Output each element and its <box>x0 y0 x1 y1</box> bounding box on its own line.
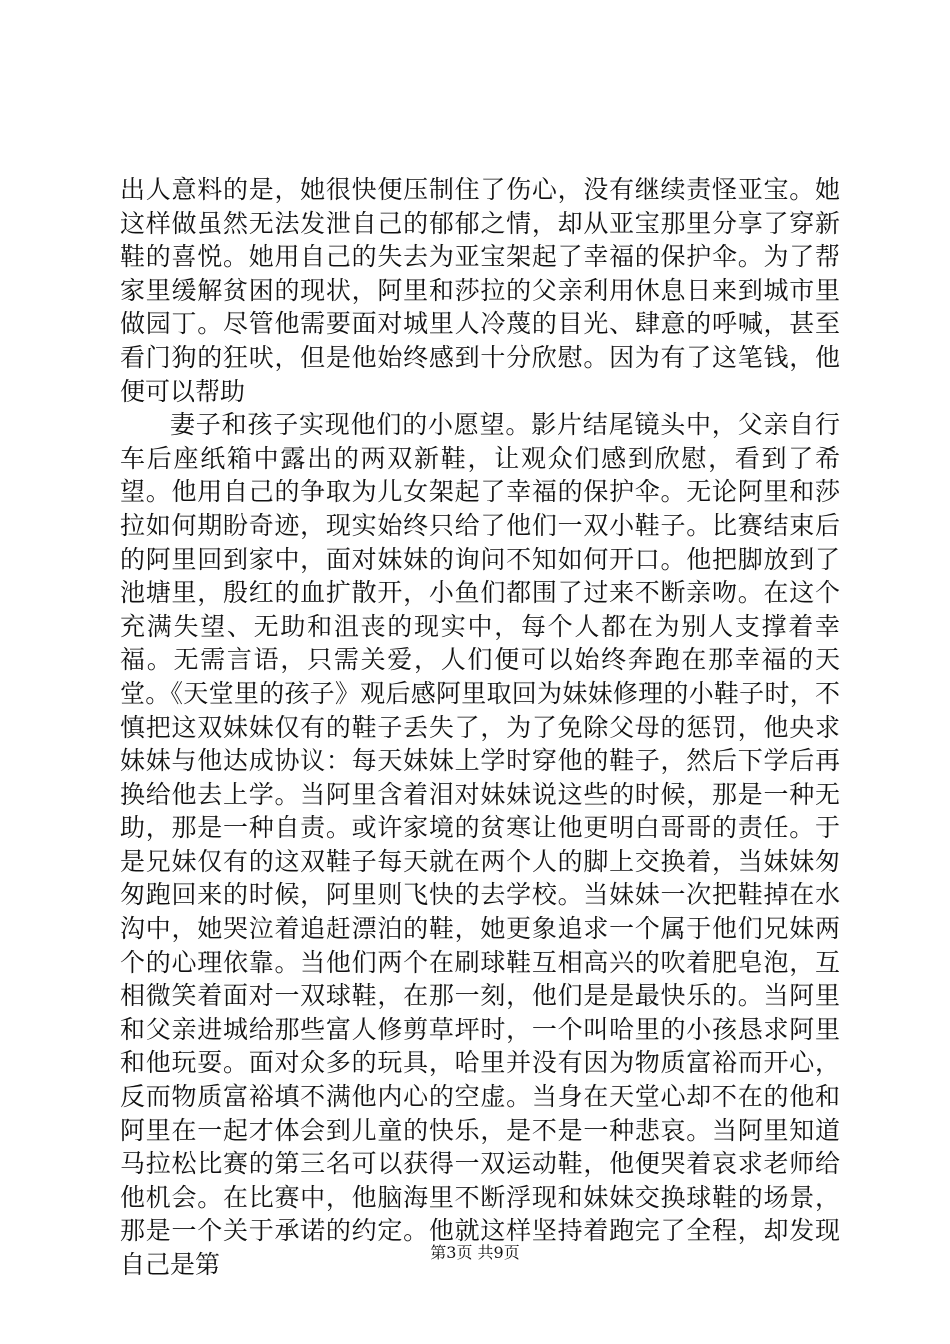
paragraph-2: 妻子和孩子实现他们的小愿望。影片结尾镜头中，父亲自行车后座纸箱中露出的两双新鞋，让观众们感到欣慰，看到了希望。他用自己的争取为儿女架起了幸福的保护伞。无论阿里和莎拉如何期盼奇迹，现实始终只给了他们一双小鞋子。比赛结束后的阿里回到家中，面对妹妹的询问不知如何开口。他把脚放到了池塘里，殷红的血扩散开，小鱼们都围了过来不断亲吻。在这个充满失望、无助和沮丧的现实中，每个人都在为别人支撑着幸福。无需言语，只需关爱，人们便可以始终奔跑在那幸福的天堂。《天堂里的孩子》观后感阿里取回为妹妹修理的小鞋子时，不慎把这双妹妹仅有的鞋子丢失了，为了免除父母的惩罚，他央求妹妹与他达成协议：每天妹妹上学时穿他的鞋子，然后下学后再换给他去上学。当阿里含着泪对妹妹说这些的时候，那是一种无助，那是一种自责。或许家境的贫寒让他更明白哥哥的责任。于是兄妹仅有的这双鞋子每天就在两个人的脚上交换着，当妹妹匆匆跑回来的时候，阿里则飞快的去学校。当妹妹一次把鞋掉在水沟中，她哭泣着追赶漂泊的鞋，她更象追求一个属于他们兄妹两个的心理依靠。当他们两个在刷球鞋互相高兴的吹着肥皂泡，互相微笑着面对一双球鞋，在那一刻，他们是是最快乐的。当阿里和父亲进城给那些富人修剪草坪时，一个叫哈里的小孩恳求阿里和他玩耍。面对众多的玩具，哈里并没有因为物质富裕而开心，反而物质富裕填不满他内心的空虚。当身在天堂心却不在的他和阿里在一起才体会到儿童的快乐，是不是一种悲哀。当阿里知道马拉松比赛的第三名可以获得一双运动鞋，他便哭着哀求老师给他机会。在比赛中，他脑海里不断浮现和妹妹交换球鞋的场景，那是一个关于承诺的约定。他就这样坚持着跑完了全程，却发现自己是第 <box>120 410 840 1279</box>
paragraph-1: 出人意料的是，她很快便压制住了伤心，没有继续责怪亚宝。她这样做虽然无法发泄自己的郁郁之情，却从亚宝那里分享了穿新鞋的喜悦。她用自己的失去为亚宝架起了幸福的保护伞。为了帮家里缓解贫困的现状，阿里和莎拉的父亲利用休息日来到城市里做园丁。尽管他需要面对城里人冷蔑的目光、肆意的呼喊，甚至看门狗的狂吠，但是他始终感到十分欣慰。因为有了这笔钱，他便可以帮助 <box>120 175 840 406</box>
document-body <box>120 173 840 1282</box>
page-number-footer: 第3页 共9页 <box>430 1243 520 1262</box>
